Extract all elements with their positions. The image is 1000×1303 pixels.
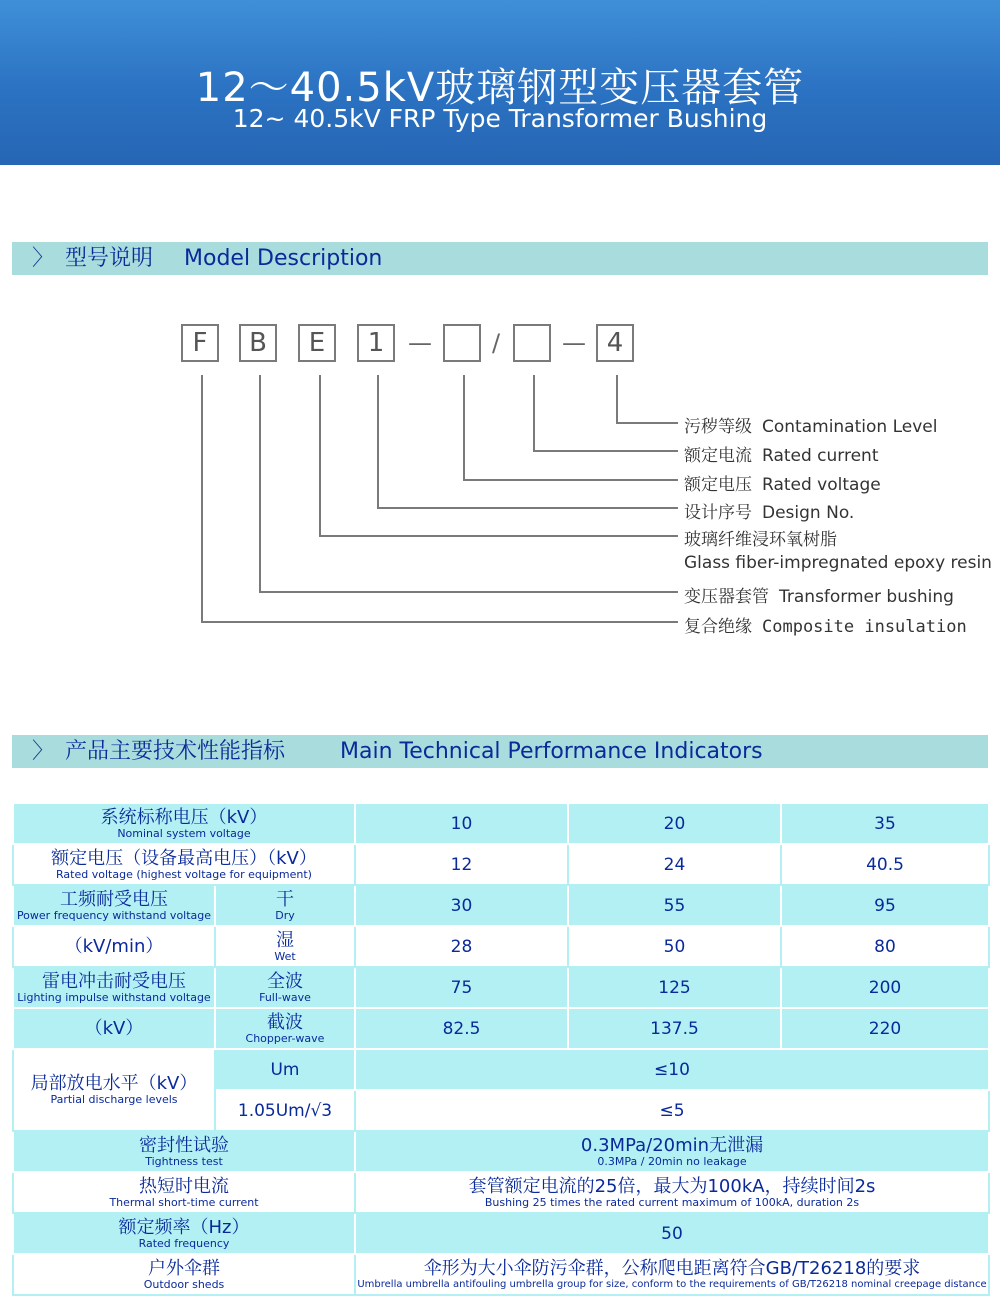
chevron-right-icon: 〉: [32, 246, 55, 271]
table-row: [13, 1008, 989, 1049]
section-title-cn: 型号说明: [65, 246, 154, 271]
legend-epoxy-en: Glass fiber-impregnated epoxy resin: [684, 553, 992, 573]
row-sublabel: 截波 Chopper-wave: [215, 1008, 355, 1049]
row-label: 额定电压（设备最高电压）（kV） Rated voltage (highest voltage for equipment): [13, 844, 355, 885]
row-label: 热短时电流 Thermal short-time current: [13, 1172, 355, 1213]
code-separator-slash: /: [492, 329, 501, 357]
table-cell: 50: [568, 926, 781, 967]
table-cell: 12: [355, 844, 568, 885]
row-label: 工频耐受电压 Power frequency withstand voltage: [13, 885, 215, 926]
row-label: 系统标称电压（kV） Nominal system voltage: [13, 803, 355, 844]
row-sublabel: 全波 Full-wave: [215, 967, 355, 1008]
leader-line-voltage: [464, 375, 678, 480]
table-row: [13, 844, 989, 885]
chevron-right-icon: 〉: [32, 739, 55, 764]
table-cell: ≤10: [355, 1049, 989, 1090]
legend-epoxy-cn: 玻璃纤维浸环氧树脂: [684, 530, 837, 550]
table-cell: 80: [781, 926, 989, 967]
table-row: [13, 1254, 989, 1295]
table-cell: 55: [568, 885, 781, 926]
table-cell: 137.5: [568, 1008, 781, 1049]
section-title-cn: 产品主要技术性能指标: [65, 739, 286, 764]
table-cell: 30: [355, 885, 568, 926]
table-cell: 220: [781, 1008, 989, 1049]
code-box-b: B: [239, 324, 277, 362]
leader-line-f: [202, 375, 678, 622]
row-label: 局部放电水平（kV） Partial discharge levels: [13, 1049, 215, 1131]
table-row: [13, 1172, 989, 1213]
legend-design-no: 设计序号 Design No.: [684, 503, 855, 523]
code-box-1: 1: [357, 324, 395, 362]
table-cell: 75: [355, 967, 568, 1008]
leader-line-4: [617, 375, 678, 423]
table-cell: 82.5: [355, 1008, 568, 1049]
row-label-unit: （kV/min）: [13, 926, 215, 967]
row-sublabel: Um: [215, 1049, 355, 1090]
table-cell: 套管额定电流的25倍，最大为100kA，持续时间2s Bushing 25 times the rated current maximum of 100kA, duration 2s: [355, 1172, 989, 1213]
row-sublabel: 1.05Um/√3: [215, 1090, 355, 1131]
page-title: 12～40.5kV玻璃钢型变压器套管: [195, 65, 805, 111]
section-title-en: Model Description: [184, 246, 383, 271]
table-cell: 40.5: [781, 844, 989, 885]
legend-contamination: 污秽等级 Contamination Level: [684, 417, 938, 437]
code-box-4: 4: [596, 324, 634, 362]
table-cell: 24: [568, 844, 781, 885]
table-row: [13, 1213, 989, 1254]
table-row: [13, 967, 989, 1008]
table-row: [13, 1131, 989, 1172]
table-cell: 125: [568, 967, 781, 1008]
table-cell: 20: [568, 803, 781, 844]
table-cell: 50: [355, 1213, 989, 1254]
code-box-f: F: [181, 324, 219, 362]
table-row: [13, 803, 989, 844]
table-cell: 35: [781, 803, 989, 844]
table-cell: 200: [781, 967, 989, 1008]
code-separator-dash-2: —: [562, 329, 586, 357]
code-separator-dash: —: [408, 329, 432, 357]
table-cell: 0.3MPa/20min无泄漏 0.3MPa / 20min no leakage: [355, 1131, 989, 1172]
legend-rated-voltage: 额定电压 Rated voltage: [684, 475, 881, 495]
leader-line-1: [378, 375, 678, 508]
legend-composite-insulation: 复合绝缘 Composite insulation: [684, 617, 967, 637]
row-label: 雷电冲击耐受电压 Lighting impulse withstand voltage: [13, 967, 215, 1008]
spec-table: [12, 802, 990, 1296]
row-label: 密封性试验 Tightness test: [13, 1131, 355, 1172]
leader-line-b: [260, 375, 678, 592]
code-box-e: E: [298, 324, 336, 362]
legend-rated-current: 额定电流 Rated current: [684, 446, 879, 466]
table-cell: 95: [781, 885, 989, 926]
section-technical-indicators: [12, 735, 988, 768]
table-row: [13, 1049, 989, 1090]
row-label: 额定频率（Hz） Rated frequency: [13, 1213, 355, 1254]
table-row: [13, 926, 989, 967]
legend-transformer-bushing: 变压器套管 Transformer bushing: [684, 587, 954, 607]
section-title-en: Main Technical Performance Indicators: [340, 739, 763, 764]
leader-line-current: [534, 375, 678, 451]
table-cell: ≤5: [355, 1090, 989, 1131]
row-sublabel: 湿 Wet: [215, 926, 355, 967]
page-subtitle: 12~ 40.5kV FRP Type Transformer Bushing: [232, 104, 768, 133]
table-row: [13, 885, 989, 926]
leader-line-e: [320, 375, 678, 536]
table-cell: 伞形为大小伞防污伞群，公称爬电距离符合GB/T26218的要求 Umbrella umbrella antifouling umbrella group for size, conform to the requirements of GB/T26218 nominal creepage distance: [355, 1254, 989, 1295]
table-cell: 10: [355, 803, 568, 844]
table-cell: 28: [355, 926, 568, 967]
row-label: 户外伞群 Outdoor sheds: [13, 1254, 355, 1295]
row-sublabel: 干 Dry: [215, 885, 355, 926]
row-label-unit: （kV）: [13, 1008, 215, 1049]
